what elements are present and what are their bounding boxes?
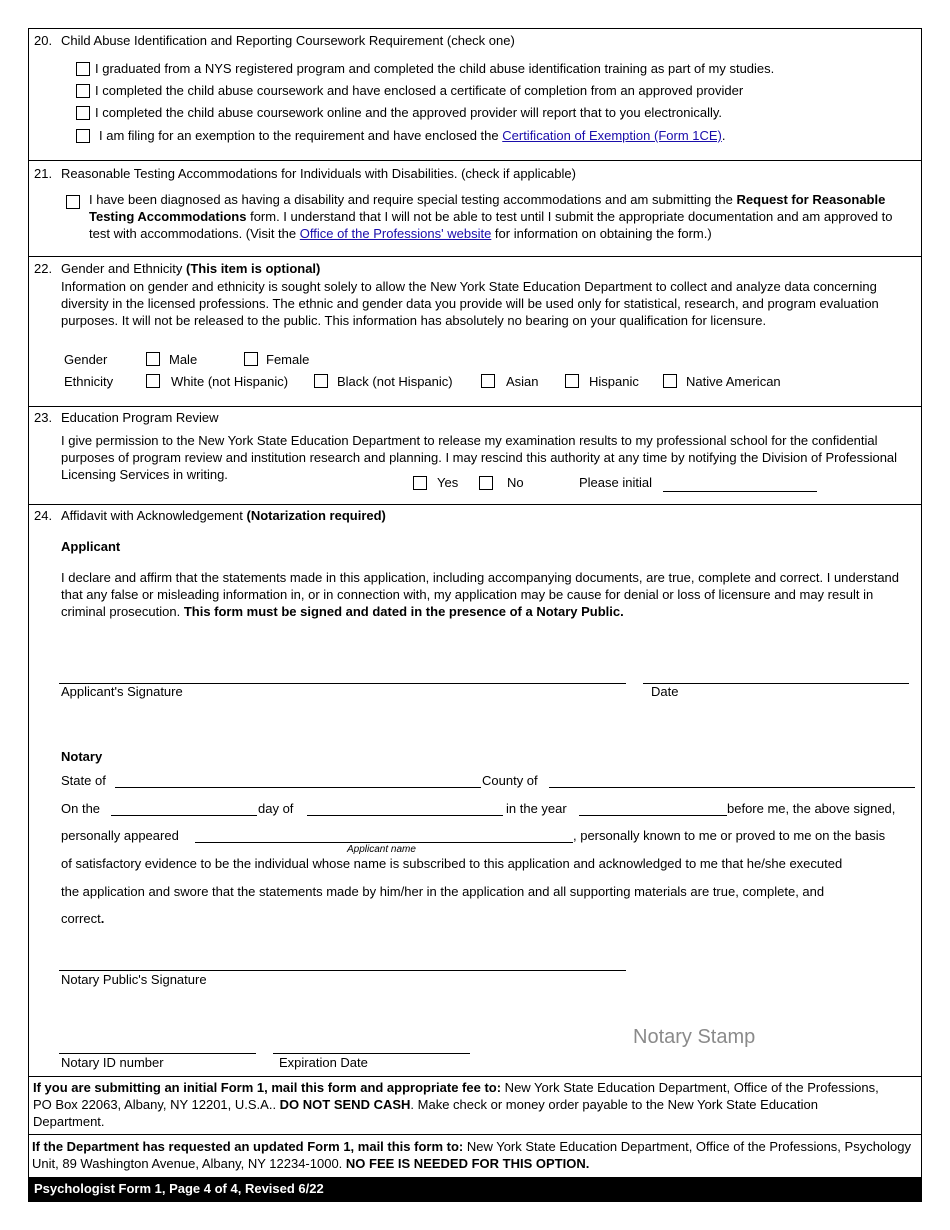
applicant-heading: Applicant <box>61 539 121 554</box>
declaration-text: I declare and affirm that the statements made in this application, including accompanying documents, are true, complete and correct. I understand that any false or misleading information in, or in connection with, my application may be cause for denial or loss of licensure and may result in criminal prosecution. <box>61 570 900 619</box>
notary-heading: Notary <box>61 749 103 764</box>
certification-of-exemption-link[interactable]: Certification of Exemption (Form 1CE) <box>502 128 722 143</box>
ethnicity-native-american-checkbox[interactable] <box>663 374 677 388</box>
section-21-number: 21. <box>34 166 53 181</box>
accommodations-form-name: Request for Reasonable Testing Accommodations <box>89 192 886 224</box>
please-initial-label: Please initial <box>579 475 652 490</box>
state-of-label: State of <box>61 773 106 788</box>
on-the-label: On the <box>61 801 101 816</box>
section-21-title: Reasonable Testing Accommodations for Individuals with Disabilities. (check if applicable) <box>61 166 576 181</box>
section-21 <box>29 161 921 257</box>
gender-ethnicity-title: Gender and Ethnicity <box>61 261 187 276</box>
notary-id-field[interactable] <box>59 1053 256 1054</box>
notary-id-label: Notary ID number <box>61 1055 164 1070</box>
section-20 <box>29 29 921 161</box>
education-review-yes-label: Yes <box>437 475 459 490</box>
updated-mailing-instructions <box>29 1135 921 1177</box>
updated-mailing-text <box>32 1138 912 1172</box>
section-20-number: 20. <box>34 33 53 48</box>
education-review-yes-checkbox[interactable] <box>413 476 427 490</box>
section-24 <box>29 505 921 1077</box>
applicant-date-label: Date <box>651 684 679 699</box>
initial-mailing-address: New York State Education Department, Office of the Professions, PO Box 22063, Albany, NY 12201, U.S.A.. <box>33 1080 879 1112</box>
gender-female-label: Female <box>266 352 310 367</box>
education-review-no-label: No <box>507 475 524 490</box>
section-22-number: 22. <box>34 261 53 276</box>
county-of-field[interactable] <box>549 787 915 788</box>
notary-text-line-5 <box>61 911 104 926</box>
personally-known-text: , personally known to me or proved to me on the basis <box>573 828 886 843</box>
accommodations-text-b: form. I understand that I will not be able to test until I submit the appropriate documentation and am approved to test with accommodations. (Visit the <box>89 209 893 241</box>
child-abuse-option-3-checkbox[interactable] <box>76 106 90 120</box>
section-20-title: Child Abuse Identification and Reporting Coursework Requirement (check one) <box>61 33 515 48</box>
day-number-field[interactable] <box>111 815 257 816</box>
option-4-text: I am filing for an exemption to the requirement and have enclosed the <box>99 128 503 143</box>
gender-female-checkbox[interactable] <box>244 352 258 366</box>
no-fee-note: NO FEE IS NEEDED FOR THIS OPTION. <box>345 1156 590 1171</box>
applicant-name-field[interactable] <box>195 842 573 843</box>
child-abuse-option-1-label: I graduated from a NYS registered program and completed the child abuse identification training as part of my studies. <box>95 61 775 76</box>
testing-accommodations-text <box>89 191 909 242</box>
expiration-date-label: Expiration Date <box>279 1055 368 1070</box>
in-the-year-label: in the year <box>506 801 567 816</box>
gender-ethnicity-description: Information on gender and ethnicity is sought solely to allow the New York State Education Department to collect and analyze data concerning diversity in the licensed professions. The ethnic and gender data you provide will be used only for statistical, research, and program evaluation purposes. It will not be released to the public. This information has absolutely no bearing on your qualification for licensure. <box>61 279 879 328</box>
notary-text-correct: correct <box>61 911 101 926</box>
section-22 <box>29 257 921 407</box>
accommodations-text-c: for information on obtaining the form.) <box>491 226 712 241</box>
child-abuse-option-2-checkbox[interactable] <box>76 84 90 98</box>
form-footer-bar <box>29 1177 921 1201</box>
day-of-label: day of <box>258 801 294 816</box>
education-review-text: I give permission to the New York State Education Department to release my examination results to my professional school for the confidential purposes of program review and institution research and planning. I may rescind this authority at any time by notifying the Division of Professional Licensing Services in writing. <box>61 433 898 482</box>
section-24-title <box>61 508 386 523</box>
office-of-professions-website-link[interactable]: Office of the Professions' website <box>299 226 492 241</box>
ethnicity-hispanic-checkbox[interactable] <box>565 374 579 388</box>
notary-text-line-3: of satisfactory evidence to be the individual whose name is subscribed to this application and acknowledged to me that he/she executed <box>61 856 843 871</box>
expiration-date-field[interactable] <box>273 1053 470 1054</box>
education-review-no-checkbox[interactable] <box>479 476 493 490</box>
declaration-notary-note: This form must be signed and dated in the presence of a Notary Public. <box>183 604 624 619</box>
initial-field[interactable] <box>663 491 817 492</box>
ethnicity-asian-checkbox[interactable] <box>481 374 495 388</box>
notary-text-period: . <box>100 911 105 926</box>
ethnicity-white-label: White (not Hispanic) <box>171 374 289 389</box>
notary-signature-field[interactable] <box>59 970 626 971</box>
no-cash-warning: DO NOT SEND CASH <box>279 1097 411 1112</box>
notary-stamp-area: Notary Stamp <box>633 1026 756 1048</box>
form-footer-text: Psychologist Form 1, Page 4 of 4, Revised 6/22 <box>34 1181 324 1196</box>
gender-label: Gender <box>64 352 108 367</box>
ethnicity-asian-label: Asian <box>506 374 539 389</box>
payment-instructions: . Make check or money order payable to the New York State Education Department. <box>33 1097 818 1129</box>
optional-note: (This item is optional) <box>186 261 321 276</box>
initial-mailing-text <box>33 1079 893 1130</box>
gender-male-label: Male <box>169 352 198 367</box>
accommodations-text-a: I have been diagnosed as having a disability and require special testing accommodations and am submitting the <box>89 192 737 207</box>
personally-appeared-label: personally appeared <box>61 828 179 843</box>
updated-mailing-heading: If the Department has requested an updated Form 1, mail this form to: <box>32 1139 464 1154</box>
applicant-name-caption: Applicant name <box>347 844 416 855</box>
ethnicity-hispanic-label: Hispanic <box>589 374 639 389</box>
year-field[interactable] <box>579 815 727 816</box>
child-abuse-option-4-checkbox[interactable] <box>76 129 90 143</box>
section-24-number: 24. <box>34 508 53 523</box>
state-of-field[interactable] <box>115 787 481 788</box>
child-abuse-option-1-checkbox[interactable] <box>76 62 90 76</box>
ethnicity-black-label: Black (not Hispanic) <box>337 374 453 389</box>
notary-signature-label: Notary Public's Signature <box>61 972 207 987</box>
ethnicity-white-checkbox[interactable] <box>146 374 160 388</box>
section-23-title: Education Program Review <box>61 410 219 425</box>
child-abuse-option-4-label <box>99 128 726 143</box>
notarization-required-note: (Notarization required) <box>246 508 386 523</box>
ethnicity-native-american-label: Native American <box>686 374 781 389</box>
initial-mailing-heading: If you are submitting an initial Form 1, mail this form and appropriate fee to: <box>33 1080 502 1095</box>
section-22-title <box>61 261 320 276</box>
child-abuse-option-2-label: I completed the child abuse coursework and have enclosed a certificate of completion from an approved provider <box>95 83 744 98</box>
notary-text-line-4: the application and swore that the statements made by him/her in the application and all supporting materials are true, complete, and <box>61 884 825 899</box>
initial-mailing-instructions <box>29 1077 921 1135</box>
ethnicity-black-checkbox[interactable] <box>314 374 328 388</box>
applicant-date-field[interactable] <box>643 683 909 684</box>
updated-mailing-address: New York State Education Department, Office of the Professions, Psychology Unit, 89 Washington Avenue, Albany, NY 12234-1000. <box>32 1139 912 1171</box>
month-field[interactable] <box>307 815 503 816</box>
gender-male-checkbox[interactable] <box>146 352 160 366</box>
applicant-signature-label: Applicant's Signature <box>61 684 183 699</box>
option-4-period: . <box>721 128 726 143</box>
application-form-page <box>28 28 922 1202</box>
testing-accommodations-checkbox[interactable] <box>66 195 80 209</box>
county-of-label: County of <box>482 773 538 788</box>
before-me-label: before me, the above signed, <box>727 801 896 816</box>
affidavit-title: Affidavit with Acknowledgement <box>61 508 247 523</box>
applicant-declaration <box>61 569 911 620</box>
ethnicity-label: Ethnicity <box>64 374 114 389</box>
section-23-number: 23. <box>34 410 53 425</box>
section-23 <box>29 407 921 505</box>
child-abuse-option-3-label: I completed the child abuse coursework online and the approved provider will report that to you electronically. <box>95 105 722 120</box>
